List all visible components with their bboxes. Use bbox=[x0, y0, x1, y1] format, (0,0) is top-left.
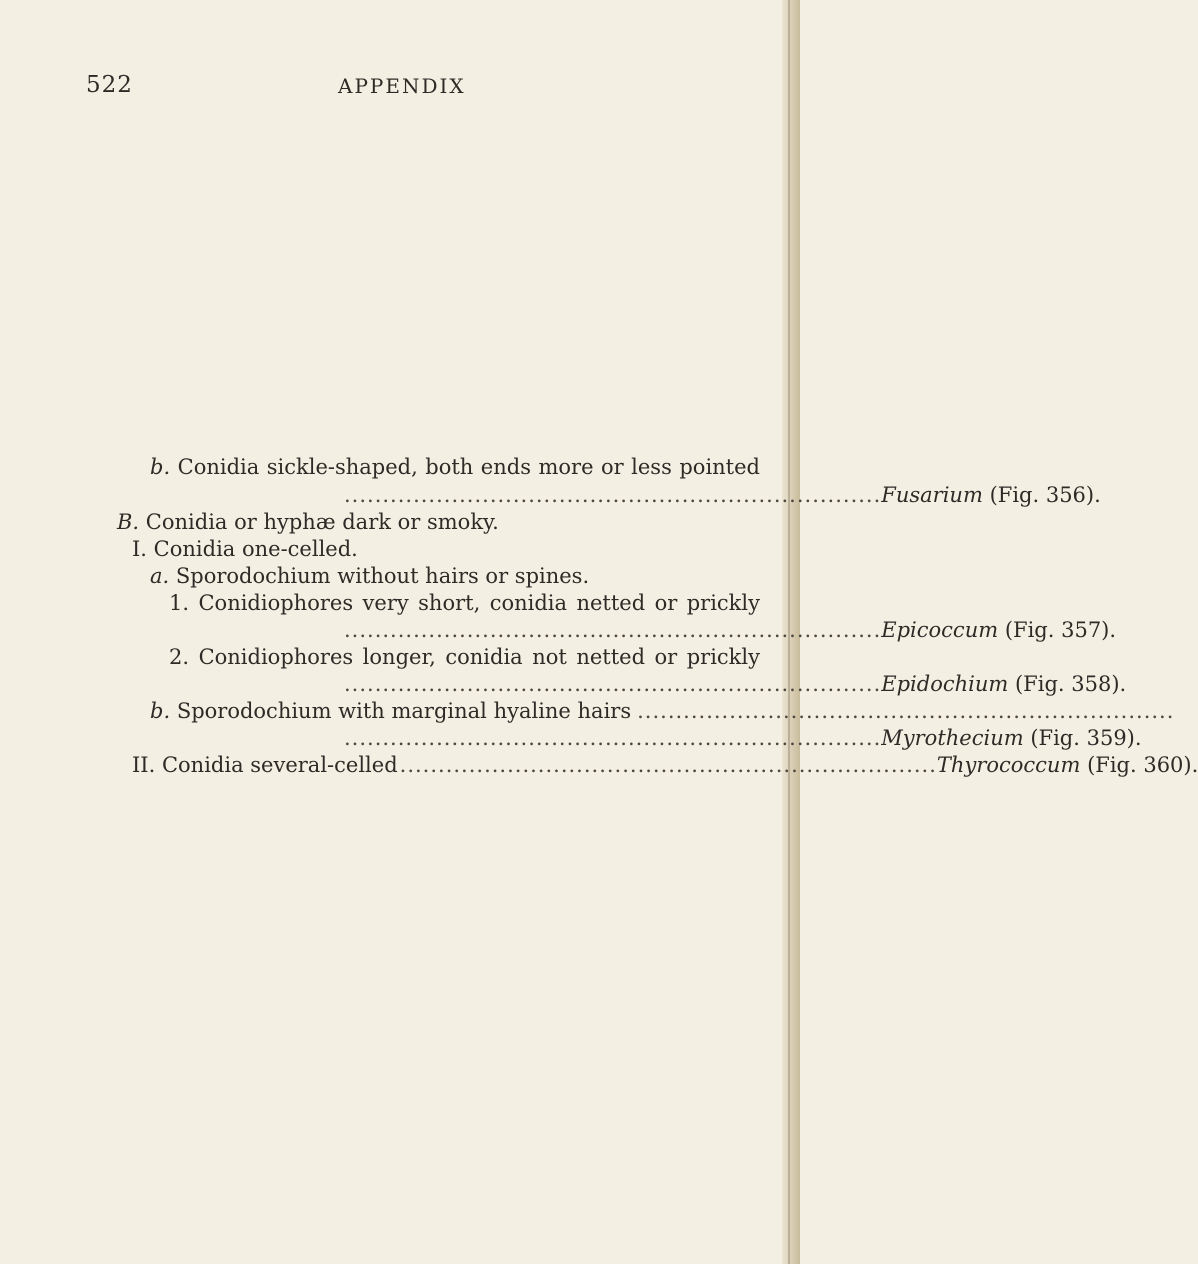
figure-ref: (Fig. 360). bbox=[1087, 753, 1198, 777]
dot-leader: ...................................................................... bbox=[399, 753, 937, 777]
figure-ref: (Fig. 356). bbox=[989, 483, 1101, 507]
key-result-fusarium bbox=[344, 482, 1101, 508]
key-text: Conidia several-celled bbox=[161, 753, 398, 777]
key-marker: I. bbox=[132, 537, 147, 561]
key-text: Sporodochium with marginal hyaline hairs bbox=[176, 699, 632, 723]
dot-leader: ...................................................................... bbox=[344, 726, 882, 750]
key-entry-a bbox=[150, 563, 589, 589]
key-result-epicoccum bbox=[344, 617, 1117, 643]
key-marker: B. bbox=[117, 510, 140, 534]
key-text: Conidia or hyphæ dark or smoky. bbox=[145, 510, 499, 534]
key-entry-I bbox=[132, 536, 358, 562]
key-entry-B bbox=[117, 509, 499, 535]
key-result-epidochium bbox=[344, 671, 1127, 697]
genus-name: Myrothecium bbox=[881, 726, 1024, 750]
genus-name: Thyrococcum bbox=[936, 753, 1081, 777]
genus-name: Epicoccum bbox=[881, 618, 999, 642]
key-entry-1 bbox=[169, 590, 760, 616]
key-entry-II bbox=[132, 752, 1198, 778]
key-entry-b-sickle bbox=[150, 454, 760, 480]
genus-name: Epidochium bbox=[881, 672, 1009, 696]
key-entry-2 bbox=[169, 644, 760, 670]
key-marker: b. bbox=[150, 455, 171, 479]
key-text: Conidia one-celled. bbox=[153, 537, 358, 561]
key-text: Conidia sickle-shaped, both ends more or less pointed bbox=[177, 455, 760, 479]
key-marker: 1. bbox=[169, 591, 190, 615]
genus-name: Fusarium bbox=[881, 483, 983, 507]
dot-leader: ...................................................................... bbox=[344, 618, 882, 642]
key-text: Sporodochium without hairs or spines. bbox=[175, 564, 590, 588]
key-result-myrothecium bbox=[344, 725, 1142, 751]
page-number: 522 bbox=[86, 72, 133, 98]
key-text: Conidiophores longer, conidia not netted or prickly bbox=[198, 645, 760, 669]
dot-leader: ...................................................................... bbox=[344, 672, 882, 696]
dot-leader: ...................................................................... bbox=[637, 699, 1175, 723]
key-marker: II. bbox=[132, 753, 156, 777]
key-marker: a. bbox=[150, 564, 170, 588]
figure-ref: (Fig. 358). bbox=[1014, 672, 1127, 696]
dot-leader: ...................................................................... bbox=[344, 483, 882, 507]
figure-ref: (Fig. 359). bbox=[1030, 726, 1142, 750]
key-marker: b. bbox=[150, 699, 171, 723]
figure-ref: (Fig. 357). bbox=[1004, 618, 1117, 642]
running-head: APPENDIX bbox=[338, 74, 466, 98]
key-entry-b-marginal bbox=[150, 698, 1175, 724]
key-text: Conidiophores very short, conidia netted or prickly bbox=[198, 591, 760, 615]
key-marker: 2. bbox=[169, 645, 190, 669]
